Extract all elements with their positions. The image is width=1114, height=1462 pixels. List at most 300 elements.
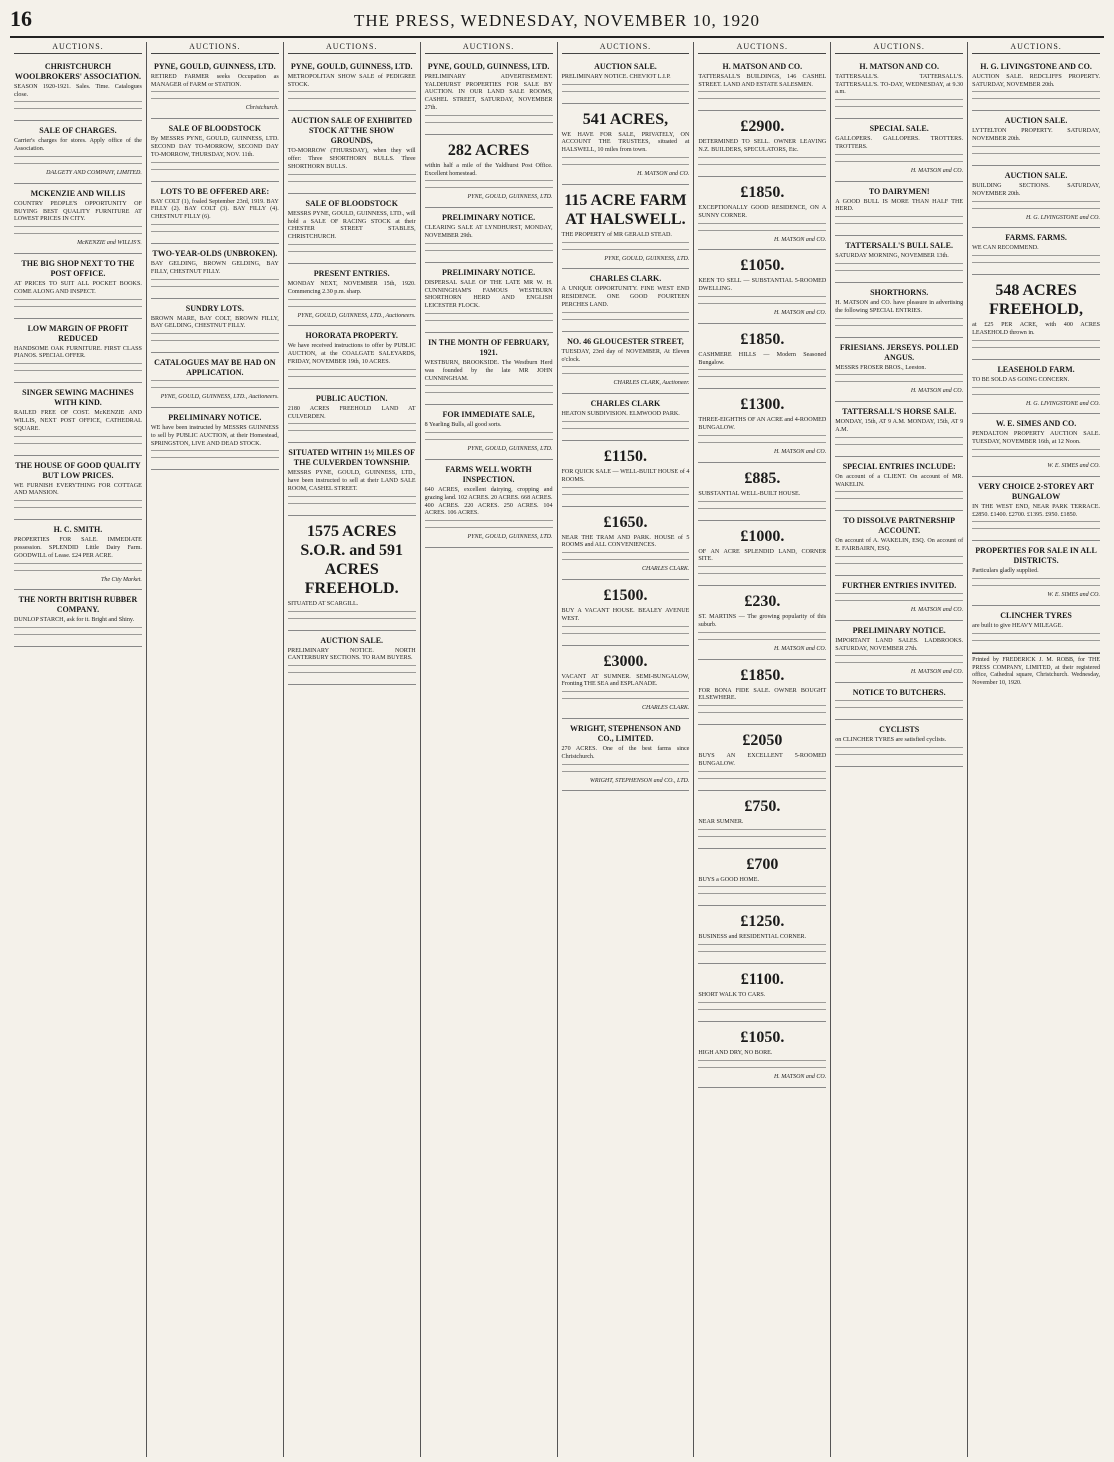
- advertisement: [562, 507, 690, 580]
- body-text-lines: [562, 421, 690, 426]
- advertisement-heading: PRELIMINARY NOTICE.: [168, 412, 262, 422]
- column-heading: AUCTIONS.: [14, 42, 142, 54]
- advertisement-body: BUY A VACANT HOUSE. BEALEY AVENUE WEST.: [561, 607, 690, 622]
- body-text-lines: [562, 626, 690, 631]
- body-text-lines: [698, 501, 826, 506]
- body-text-lines: [972, 347, 1100, 352]
- advertisement-heading: £230.: [744, 593, 781, 611]
- advertisement: [151, 57, 279, 119]
- advertisement-heading: VERY CHOICE 2-STOREY ART BUNGALOW: [978, 481, 1094, 501]
- advertisement-heading: £1150.: [603, 447, 647, 465]
- body-text-lines: [972, 640, 1100, 645]
- body-text-lines: [151, 387, 279, 392]
- advertisement-heading: SPECIAL SALE.: [869, 124, 929, 134]
- advertisement-heading: £1850.: [740, 666, 785, 684]
- advertisement-heading: SINGER SEWING MACHINES WITH KIND.: [22, 388, 134, 408]
- body-text-lines: [972, 456, 1100, 461]
- advertisement: [425, 460, 553, 548]
- advertisement-heading: H. MATSON AND CO.: [859, 61, 939, 71]
- column-heading: AUCTIONS.: [288, 42, 416, 54]
- column-heading: AUCTIONS.: [562, 42, 690, 54]
- advertisement-heading: £700: [746, 855, 779, 873]
- advertisement-body: PRELIMINARY NOTICE. NORTH CANTERBURY SECTIONS. TO RAM BUYERS.: [287, 647, 416, 662]
- advertisement-heading: NO. 46 GLOUCESTER STREET,: [567, 336, 684, 346]
- advertisement-body: METROPOLITAN SHOW SALE of PEDIGREE STOCK.: [287, 73, 416, 88]
- body-text-lines: [288, 181, 416, 186]
- body-text-lines: [288, 665, 416, 670]
- advertisement-body: TUESDAY, 23rd day of NOVEMBER, At Eleven o'clock.: [561, 348, 690, 363]
- advertisement-heading: £1500.: [603, 586, 648, 604]
- advertiser-signature: PYNE, GOULD, GUINNESS, LTD.: [467, 446, 553, 453]
- advertiser-signature: H. MATSON and CO.: [773, 448, 827, 455]
- advertisement: [562, 57, 690, 104]
- advertisement-body: COUNTRY PEOPLE'S OPPORTUNITY OF BUYING BEST QUALITY FURNITURE AT LOWEST PRICES IN CITY.: [14, 200, 142, 223]
- body-text-lines: [698, 230, 826, 235]
- advertisement: [288, 264, 416, 326]
- advertisement-heading: PRELIMINARY NOTICE.: [852, 625, 946, 635]
- advertisement-body: WESTBURN, BROOKSIDE. The Westburn Herd was founded by the late MR JOHN CUNNINGHAM.: [424, 359, 553, 382]
- advertisement-body: SEASON 1920-1921. Sales. Time. Catalogues close.: [14, 83, 142, 98]
- advertiser-signature: H. MATSON and CO.: [637, 170, 690, 177]
- advertisement: [698, 250, 826, 323]
- advertisement-body: 8 Yearling Bulls, all good sorts.: [424, 422, 502, 429]
- advertisement: [698, 660, 826, 726]
- advertisement-heading: W. E. SIMES AND CO.: [995, 419, 1077, 429]
- advertisement-heading: TO DISSOLVE PARTNERSHIP ACCOUNT.: [843, 516, 955, 536]
- advertisement-body: Carrier's charges for stores. Apply office of the Association.: [14, 138, 142, 153]
- advertisement-heading: PRELIMINARY NOTICE.: [441, 213, 536, 223]
- body-text-lines: [698, 951, 826, 956]
- advertisement-heading: H. G. LIVINGSTONE AND CO.: [980, 61, 1092, 71]
- advertisement: [562, 269, 690, 331]
- columns-container: [10, 42, 1104, 1457]
- advertisement-body: HIGH AND DRY, NO BORE.: [698, 1049, 773, 1056]
- column-5: [558, 42, 695, 1457]
- advertisement-heading: £885.: [744, 469, 781, 487]
- body-text-lines: [698, 1060, 826, 1065]
- advertisement: [698, 389, 826, 462]
- advertisement: [835, 57, 963, 119]
- body-text-lines: [698, 836, 826, 841]
- body-text-lines: [288, 174, 416, 179]
- advertisement-body: at £25 PER ACRE, with 400 ACRES LEASEHOLD thrown in.: [972, 322, 1100, 336]
- body-text-lines: [288, 618, 416, 623]
- advertisement-body: LYTTELTON PROPERTY. SATURDAY, NOVEMBER 20th.: [972, 128, 1100, 143]
- body-text-lines: [14, 563, 142, 568]
- advertisement-heading: 282 ACRES: [447, 141, 530, 159]
- advertisement-body: TO-MORROW (THURSDAY), when they will offer: Three SHORTHORN BULLS. Three SHORTHORN BULLS.: [287, 148, 416, 170]
- body-text-lines: [14, 363, 142, 368]
- body-text-lines: [425, 432, 553, 437]
- body-text-lines: [698, 573, 826, 578]
- advertisement: [151, 244, 279, 299]
- body-text-lines: [835, 707, 963, 712]
- advertisement-heading: PRESENT ENTRIES.: [313, 268, 390, 278]
- advertisement-heading: SPECIAL ENTRIES INCLUDE:: [842, 461, 956, 471]
- body-text-lines: [562, 91, 690, 96]
- advertisement-body: VACANT AT SUMNER. SEMI-BUNGALOW, Fronting THE SEA and ESPLANADE.: [561, 673, 690, 688]
- advertisement-heading: SHORTHORNS.: [870, 287, 929, 297]
- advertisement-heading: 115 ACRE FARM AT HALSWELL.: [564, 191, 687, 228]
- body-text-lines: [14, 156, 142, 161]
- body-text-lines: [425, 439, 553, 444]
- body-text-lines: [14, 507, 142, 512]
- advertiser-signature: H. MATSON and CO.: [910, 388, 964, 395]
- body-text-lines: [835, 498, 963, 503]
- advertisement-body: BAY GELDING, BROWN GELDING, BAY FILLY, CHESTNUT FILLY.: [150, 260, 279, 275]
- advertisement-heading: AUCTION SALE.: [320, 635, 384, 645]
- body-text-lines: [151, 224, 279, 229]
- advertisement-heading: 541 ACRES,: [582, 110, 669, 128]
- advertiser-signature: H. G. LIVINGSTONE and CO.: [1025, 214, 1100, 221]
- body-text-lines: [425, 385, 553, 390]
- advertisement-body: OF AN ACRE SPLENDID LAND, CORNER SITE.: [698, 548, 827, 563]
- advertiser-signature: H. MATSON and CO.: [910, 606, 964, 613]
- advertisement: [14, 57, 142, 122]
- body-text-lines: [425, 243, 553, 248]
- advertiser-signature: WRIGHT, STEPHENSON and CO., LTD.: [589, 777, 690, 784]
- advertisement: [698, 964, 826, 1022]
- column-4: [421, 42, 558, 1457]
- body-text-lines: [835, 662, 963, 667]
- body-text-lines: [698, 566, 826, 571]
- body-text-lines: [14, 101, 142, 106]
- advertisement-heading: SUNDRY LOTS.: [185, 303, 244, 313]
- advertisement: [425, 333, 553, 405]
- body-text-lines: [835, 374, 963, 379]
- body-text-lines: [972, 153, 1100, 158]
- advertisement-heading: £1250.: [740, 913, 785, 931]
- advertisement-body: WE HAVE FOR SALE, PRIVATELY, ON ACCOUNT THE TRUSTEES, situated at HALSWELL, 10 miles from town.: [561, 131, 690, 154]
- advertisement: [835, 511, 963, 576]
- advertisement-heading: £2050: [742, 732, 783, 750]
- advertisement: [698, 177, 826, 250]
- body-text-lines: [972, 340, 1100, 345]
- body-text-lines: [972, 98, 1100, 103]
- advertisement: [151, 408, 279, 470]
- body-text-lines: [151, 98, 279, 103]
- body-text-lines: [14, 634, 142, 639]
- body-text-lines: [562, 428, 690, 433]
- advertisement: [14, 121, 142, 183]
- advertisement: [562, 394, 690, 441]
- advertiser-signature: The City Market.: [101, 576, 142, 583]
- body-text-lines: [835, 216, 963, 221]
- advertisement: [698, 725, 826, 791]
- body-text-lines: [835, 270, 963, 275]
- advertisement: [972, 228, 1100, 275]
- body-text-lines: [562, 366, 690, 371]
- body-text-lines: [562, 242, 690, 247]
- advertisement-body: KEEN TO SELL — SUBSTANTIAL 5-ROOMED DWELLING.: [698, 278, 827, 293]
- body-text-lines: [151, 91, 279, 96]
- advertisement: [698, 463, 826, 521]
- body-text-lines: [562, 494, 690, 499]
- body-text-lines: [835, 154, 963, 159]
- advertisement-heading: PROPERTIES FOR SALE IN ALL DISTRICTS.: [975, 546, 1097, 566]
- body-text-lines: [288, 369, 416, 374]
- advertisement-body: WE CAN RECOMMEND.: [972, 245, 1039, 252]
- advertiser-signature: W. E. SIMES and CO.: [1047, 592, 1100, 599]
- advertisement-heading: LOW MARGIN OF PROFIT REDUCED: [27, 323, 129, 343]
- advertiser-signature: PYNE, GOULD, GUINNESS, LTD., Auctioneers.: [160, 394, 279, 401]
- advertisement-heading: £1100.: [740, 971, 784, 989]
- advertisement-body: on CLINCHER TYRES are satisfied cyclists.: [835, 737, 947, 744]
- advertisement-heading: £1050.: [740, 1028, 785, 1046]
- body-text-lines: [425, 180, 553, 185]
- advertisement-body: DISPERSAL SALE OF THE LATE MR W. H. CUNNINGHAM'S FAMOUS WESTBURN SHORTHORN HERD AND ENGLISH LEICESTER FLOCK.: [424, 279, 553, 310]
- body-text-lines: [698, 442, 826, 447]
- advertisement-heading: NOTICE TO BUTCHERS.: [852, 688, 946, 698]
- advertisement: [562, 104, 690, 185]
- body-text-lines: [835, 161, 963, 166]
- body-text-lines: [562, 249, 690, 254]
- body-text-lines: [698, 829, 826, 834]
- advertisement-body: PENDALTON PROPERTY AUCTION SALE. TUESDAY, NOVEMBER 16th, at 12 Noon.: [972, 431, 1100, 446]
- body-text-lines: [835, 381, 963, 386]
- advertisement: [972, 166, 1100, 228]
- advertisement: [698, 521, 826, 587]
- advertisement-body: TO BE SOLD AS GOING CONCERN.: [972, 376, 1070, 383]
- advertisement-body: MONDAY, 15th, AT 9 A.M. MONDAY, 15th, AT 9 A.M.: [835, 419, 964, 433]
- advertisement: [972, 57, 1100, 112]
- advertisement: [562, 580, 690, 646]
- body-text-lines: [698, 369, 826, 374]
- advertiser-signature: CHARLES CLARK.: [642, 705, 690, 712]
- advertisement-body: 640 ACRES, excellent dairying, cropping and grazing land. 102 ACRES. 20 ACRES. 668 ACRES. 400 ACRES. 220 ACRES. 250 ACRES. 104 ACRES. 106 ACRES.: [424, 486, 553, 517]
- body-text-lines: [288, 423, 416, 428]
- body-text-lines: [425, 313, 553, 318]
- body-text-lines: [972, 449, 1100, 454]
- body-text-lines: [425, 187, 553, 192]
- advertiser-signature: H. MATSON and CO.: [773, 1073, 827, 1080]
- body-text-lines: [698, 771, 826, 776]
- advertisement-body: THE PROPERTY of MR GERALD STEAD.: [561, 231, 672, 238]
- advertisement: [972, 111, 1100, 166]
- advertisement-body: ST. MARTINS — The growing popularity of this suburb.: [698, 614, 827, 628]
- body-text-lines: [698, 296, 826, 301]
- advertisement-heading: CYCLISTS: [879, 725, 920, 735]
- advertisement: [835, 576, 963, 621]
- advertisement-body: A GOOD BULL IS MORE THAN HALF THE HERD.: [835, 198, 964, 213]
- body-text-lines: [288, 611, 416, 616]
- body-text-lines: [151, 169, 279, 174]
- column-8: [968, 42, 1104, 1457]
- advertisement-heading: FURTHER ENTRIES INVITED.: [842, 580, 957, 590]
- body-text-lines: [14, 299, 142, 304]
- advertisement-body: CASHMERE HILLS — Modern Seasoned Bungalow.: [698, 351, 827, 366]
- body-text-lines: [562, 312, 690, 317]
- advertisement-heading: TATTERSALL'S HORSE SALE.: [842, 407, 957, 417]
- advertisement-heading: £1000.: [740, 527, 785, 545]
- body-text-lines: [151, 380, 279, 385]
- advertisement-body: WE have been instructed by MESSRS GUINNESS to sell by PUBLIC AUCTION, at their Homestead, SPRINGSTON, LIVE AND DEAD STOCK.: [150, 424, 279, 447]
- body-text-lines: [972, 394, 1100, 399]
- advertisement-body: PRELIMINARY NOTICE. CHEVIOT L.I.P.: [561, 73, 671, 80]
- body-text-lines: [835, 747, 963, 752]
- advertisement-heading: SALE OF CHARGES.: [39, 126, 117, 136]
- advertisement: [698, 324, 826, 390]
- body-text-lines: [14, 570, 142, 575]
- advertisement-heading: HORORATA PROPERTY.: [305, 331, 398, 341]
- body-text-lines: [972, 201, 1100, 206]
- advertisement: [288, 631, 416, 686]
- advertiser-signature: W. E. SIMES and CO.: [1047, 462, 1100, 469]
- advertisement-heading: LOTS TO BE OFFERED ARE:: [160, 186, 270, 196]
- body-text-lines: [562, 633, 690, 638]
- advertisement-body: are built to give HEAVY MILEAGE.: [972, 622, 1063, 629]
- advertisement-heading: £1850.: [740, 330, 785, 348]
- column-heading: AUCTIONS.: [425, 42, 553, 54]
- advertisement: [151, 119, 279, 181]
- body-text-lines: [151, 279, 279, 284]
- body-text-lines: [14, 306, 142, 311]
- body-text-lines: [562, 559, 690, 564]
- body-text-lines: [835, 325, 963, 330]
- advertisement-heading: H. C. SMITH.: [53, 525, 103, 535]
- advertisement-body: DETERMINED TO SELL. OWNER LEAVING N.Z. BUILDERS, SPECULATORS, Etc.: [698, 139, 827, 154]
- column-7: [831, 42, 968, 1457]
- advertisement-heading: £750.: [744, 797, 781, 815]
- advertisement-body: GALLOPERS. GALLOPERS. TROTTERS. TROTTERS.: [835, 136, 964, 150]
- advertisement-body: Particulars gladly supplied.: [972, 568, 1039, 575]
- column-heading: AUCTIONS.: [698, 42, 826, 54]
- advertisement: [288, 389, 416, 444]
- advertisement-body: RAILED FREE OF COST. McKENZIE AND WILLIS, NEXT POST OFFICE, CATHEDRAL SQUARE.: [14, 410, 142, 432]
- advertisement-heading: CHARLES CLARK.: [589, 274, 662, 284]
- body-text-lines: [288, 672, 416, 677]
- advertisement: [972, 541, 1100, 606]
- advertisement: [972, 360, 1100, 415]
- advertisement-body: SITUATED AT SCARGILL.: [287, 600, 359, 607]
- column-3: [284, 42, 421, 1457]
- body-text-lines: [14, 627, 142, 632]
- advertisement: [288, 57, 416, 112]
- advertisement-heading: FOR IMMEDIATE SALE,: [442, 410, 535, 420]
- advertiser-signature: Christchurch.: [245, 105, 279, 112]
- advertisement: [14, 456, 142, 521]
- advertisement: [972, 414, 1100, 476]
- body-text-lines: [151, 286, 279, 291]
- body-text-lines: [425, 115, 553, 120]
- advertiser-signature: PYNE, GOULD, GUINNESS, LTD.: [467, 534, 553, 541]
- advertisement-body: SATURDAY MORNING, NOVEMBER 13th.: [835, 253, 949, 260]
- advertisement-heading: 548 ACRES FREEHOLD,: [989, 282, 1083, 319]
- advertisement-body: We have received instructions to offer by PUBLIC AUCTION, at the COALGATE SALEYARDS, FRIDAY, NOVEMBER 19th, 10 ACRES.: [287, 343, 416, 365]
- body-text-lines: [14, 108, 142, 113]
- body-text-lines: [562, 84, 690, 89]
- advertisement-body: By MESSRS PYNE, GOULD, GUINNESS, LTD. SECOND DAY TO-MORROW, SECOND DAY TO-MORROW, THURSDAY, NOV. 11th.: [150, 136, 279, 158]
- advertisement: [562, 719, 690, 791]
- body-text-lines: [698, 376, 826, 381]
- advertiser-signature: H. MATSON and CO.: [773, 645, 827, 652]
- advertisement-body: NEAR SUMNER.: [698, 818, 744, 825]
- advertisement-body: BROWN MARE, BAY COLT, BROWN FILLY, BAY GELDING, CHESTNUT FILLY.: [150, 315, 279, 330]
- advertisement: [288, 326, 416, 388]
- body-text-lines: [835, 563, 963, 568]
- advertisement-body: MESSRS PYNE, GOULD, GUINNESS, LTD., have been instructed to sell at their LAND SALE ROOM, CASHEL STREET.: [287, 470, 416, 492]
- body-text-lines: [425, 392, 553, 397]
- body-text-lines: [425, 520, 553, 525]
- page-number: 16: [10, 6, 32, 31]
- advertisement: [151, 299, 279, 354]
- body-text-lines: [972, 633, 1100, 638]
- advertisement: [835, 236, 963, 283]
- advertisement: [14, 520, 142, 590]
- advertisement-heading: 1575 ACRES S.O.R. and 591 ACRES FREEHOLD.: [300, 522, 404, 597]
- advertisement-body: H. MATSON and CO. have pleasure in advertising the following SPECIAL ENTRIES.: [835, 299, 964, 314]
- body-text-lines: [288, 98, 416, 103]
- advertisement-heading: £1850.: [740, 183, 785, 201]
- advertisement-body: 2180 ACRES FREEHOLD LAND AT CULVERDEN.: [287, 405, 416, 420]
- advertisement-heading: TWO-YEAR-OLDS (UNBROKEN).: [152, 248, 278, 258]
- advertisement-body: 270 ACRES. One of the best farms since Christchurch.: [561, 745, 690, 760]
- body-text-lines: [288, 244, 416, 249]
- body-text-lines: [835, 318, 963, 323]
- body-text-lines: [151, 231, 279, 236]
- body-text-lines: [972, 387, 1100, 392]
- advertisement-heading: TATTERSALL'S BULL SALE.: [845, 241, 953, 251]
- advertisement-body: IN THE WEST END, NEAR PARK TERRACE. £2850. £1400. £2700. £1395. £950. £1850.: [972, 503, 1100, 518]
- advertisement-heading: CHRISTCHURCH WOOLBROKERS' ASSOCIATION.: [14, 61, 141, 81]
- body-text-lines: [562, 771, 690, 776]
- advertiser-signature: H. MATSON and CO.: [773, 309, 827, 316]
- advertisement: [698, 1022, 826, 1088]
- advertisement-body: WE FURNISH EVERYTHING FOR COTTAGE AND MANSION.: [14, 482, 142, 497]
- body-text-lines: [835, 223, 963, 228]
- advertisement: [698, 791, 826, 849]
- advertisement: [14, 254, 142, 319]
- advertiser-signature: CHARLES CLARK.: [642, 566, 690, 573]
- printer-imprint: Printed by FREDERICK J. M. ROBB, for THE PRESS COMPANY, LIMITED, at their registered office, Cathedral square, Christchurch. Wednesday, November 10, 1920.: [972, 653, 1100, 688]
- body-text-lines: [835, 556, 963, 561]
- body-text-lines: [562, 373, 690, 378]
- body-text-lines: [835, 106, 963, 111]
- body-text-lines: [288, 430, 416, 435]
- body-text-lines: [562, 698, 690, 703]
- body-text-lines: [835, 437, 963, 442]
- advertisement: [698, 57, 826, 112]
- body-text-lines: [425, 527, 553, 532]
- advertisement-body: PRELIMINARY ADVERTISEMENT. YALDHURST PROPERTIES FOR SALE BY AUCTION. IN OUR LAND SALE ROOMS, CASHEL STREET, SATURDAY, NOVEMBER 27th.: [424, 73, 553, 111]
- body-text-lines: [698, 303, 826, 308]
- advertiser-signature: PYNE, GOULD, GUINNESS, LTD., Auctioneers.: [297, 312, 416, 319]
- advertisement-body: IMPORTANT LAND SALES. LADBROOKS. SATURDAY, NOVEMBER 27th.: [835, 637, 964, 652]
- advertisement: [288, 194, 416, 264]
- advertisement-heading: AUCTION SALE.: [1004, 116, 1068, 126]
- advertisement-heading: WRIGHT, STEPHENSON AND CO., LIMITED.: [570, 723, 681, 743]
- advertisement-heading: SALE OF BLOODSTOCK: [305, 198, 398, 208]
- advertisement: [14, 319, 142, 384]
- body-text-lines: [972, 146, 1100, 151]
- advertisement-body: NEAR THE TRAM AND PARK. HOUSE of 5 ROOMS and ALL CONVENIENCES.: [561, 534, 690, 549]
- advertisement-heading: £2900.: [740, 118, 785, 136]
- advertisement-body: THREE-EIGHTHS OF AN ACRE and 4-ROOMED BUNGALOW.: [698, 417, 827, 432]
- body-text-lines: [972, 255, 1100, 260]
- advertisement: [425, 135, 553, 208]
- body-text-lines: [698, 705, 826, 710]
- body-text-lines: [698, 778, 826, 783]
- advertisement-heading: AUCTION SALE.: [1004, 170, 1068, 180]
- body-text-lines: [562, 552, 690, 557]
- column-heading: AUCTIONS.: [835, 42, 963, 54]
- body-text-lines: [151, 450, 279, 455]
- advertisement: [698, 849, 826, 907]
- advertisement-heading: £1300.: [740, 396, 785, 414]
- page-title: THE PRESS, WEDNESDAY, NOVEMBER 10, 1920: [353, 11, 761, 30]
- advertisement-body: BUILDING SECTIONS. SATURDAY, NOVEMBER 20th.: [972, 182, 1100, 197]
- advertisement: [425, 405, 553, 460]
